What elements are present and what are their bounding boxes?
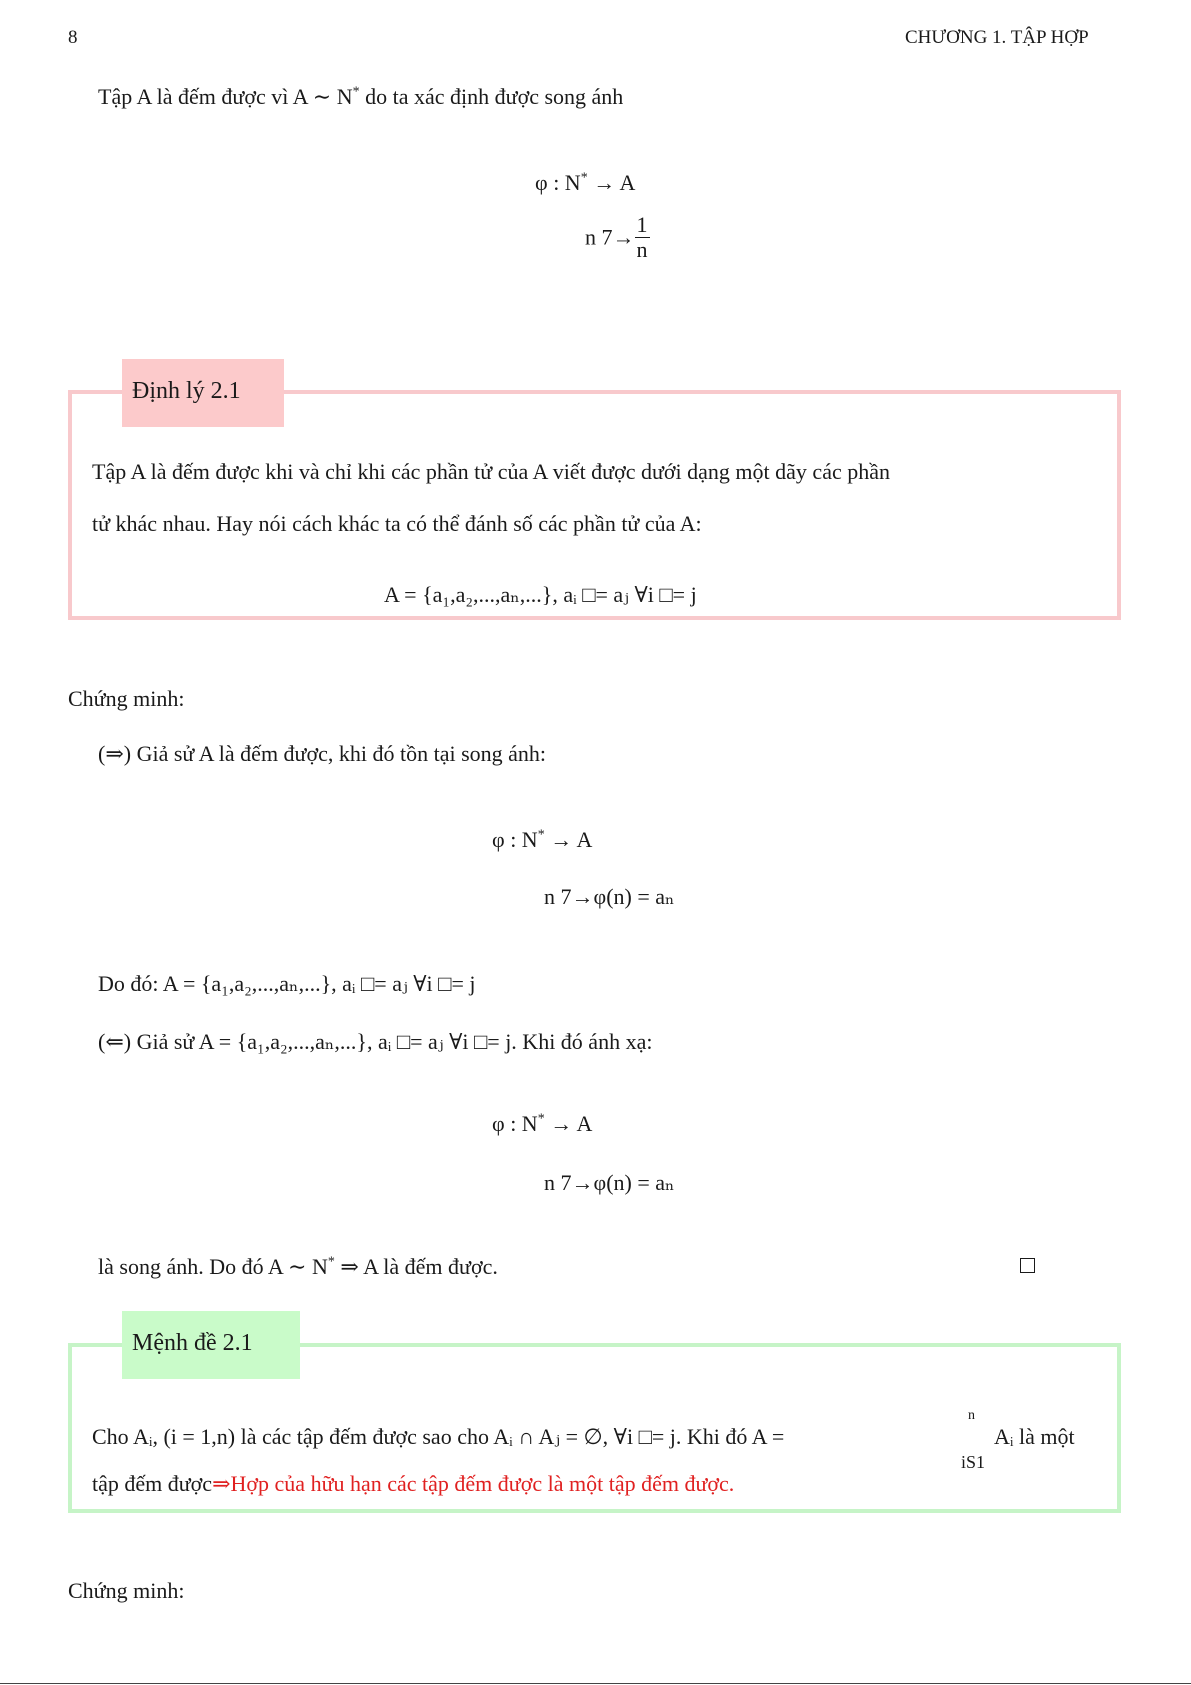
proof1-final-sup: * [327,1254,335,1270]
proof1-backward: (⇐) Giả sử A = {a₁,a₂,...,aₙ,...}, aᵢ □= aⱼ ∀i □= j. Khi đó ánh xạ: [98,1029,653,1054]
union-symbol: iS1 [961,1452,986,1472]
proof1-map2-line1 [492,1111,592,1137]
fraction-one-over-n [635,213,650,262]
proof1-map-line2: n 7→φ(n) = aₙ [544,884,675,909]
proof1-label: Chứng minh: [68,686,185,711]
proof1-conclusion: Do đó: A = {a₁,a₂,...,aₙ,...}, aᵢ □= aⱼ ∀i □= j [98,971,476,996]
proof1-map2-sup: * [537,1111,545,1127]
theorem-line1: Tập A là đếm được khi và chỉ khi các phần tử của A viết được dưới dạng một dãy các phần [92,459,890,484]
intro-text-pre: Tập A là đếm được vì A ∼ N [98,84,353,109]
theorem-title: Định lý 2.1 [132,378,241,404]
proof1-final-pre: là song ánh. Do đó A ∼ N [98,1254,328,1279]
proof1-final-post: ⇒ A là đếm được. [334,1254,498,1279]
bottom-rule [0,1683,1191,1684]
fraction-denominator: n [636,237,648,263]
map1-line2 [585,212,650,264]
proposition-title-tag [122,1311,300,1379]
map1-arrow: n 7→ [585,224,635,250]
proposition-line1-tail: Aᵢ là một [994,1424,1075,1449]
proof1-map2-line2: n 7→φ(n) = aₙ [544,1170,675,1195]
intro-text [98,84,623,110]
proof1-map-line1 [492,827,592,853]
map1-sup: * [580,170,588,186]
theorem-formula: A = {a₁,a₂,...,aₙ,...}, aᵢ □= aⱼ ∀i □= j [384,582,697,607]
proof1-map2-post: → A [544,1111,593,1136]
proof1-final [98,1254,498,1280]
chapter-title: CHƯƠNG 1. TẬP HỢP [905,27,1089,48]
union-upper-index: n [968,1408,975,1423]
proposition-title: Mệnh đề 2.1 [132,1330,253,1356]
proof1-forward: (⇒) Giả sử A là đếm được, khi đó tồn tại song ánh: [98,741,547,766]
theorem-title-tag [122,359,284,427]
theorem-line2: tử khác nhau. Hay nói cách khác ta có thể đánh số các phần tử của A: [92,511,702,536]
proof1-map-sup: * [537,827,545,843]
proposition-line2-black: tập đếm được [92,1471,213,1496]
proposition-line2 [92,1471,734,1497]
fraction-numerator: 1 [636,212,648,237]
map1-line1-post: → A [587,170,636,195]
map1-line1-pre: φ : N [535,170,581,195]
proposition-line2-red: ⇒Hợp của hữu hạn các tập đếm được là một tập đếm được. [212,1471,735,1496]
page-number: 8 [68,27,78,48]
proof1-map-pre: φ : N [492,827,538,852]
intro-sup: * [352,84,360,100]
intro-text-post: do ta xác định được song ánh [359,84,624,109]
proof1-map2-pre: φ : N [492,1111,538,1136]
map1-line1 [535,170,635,196]
qed-square-icon [1020,1258,1035,1273]
proof2-label: Chứng minh: [68,1578,185,1603]
proof1-map-post: → A [544,827,593,852]
proposition-line1: Cho Aᵢ, (i = 1,n) là các tập đếm được sao cho Aᵢ ∩ Aⱼ = ∅, ∀i □= j. Khi đó A = [92,1424,785,1449]
